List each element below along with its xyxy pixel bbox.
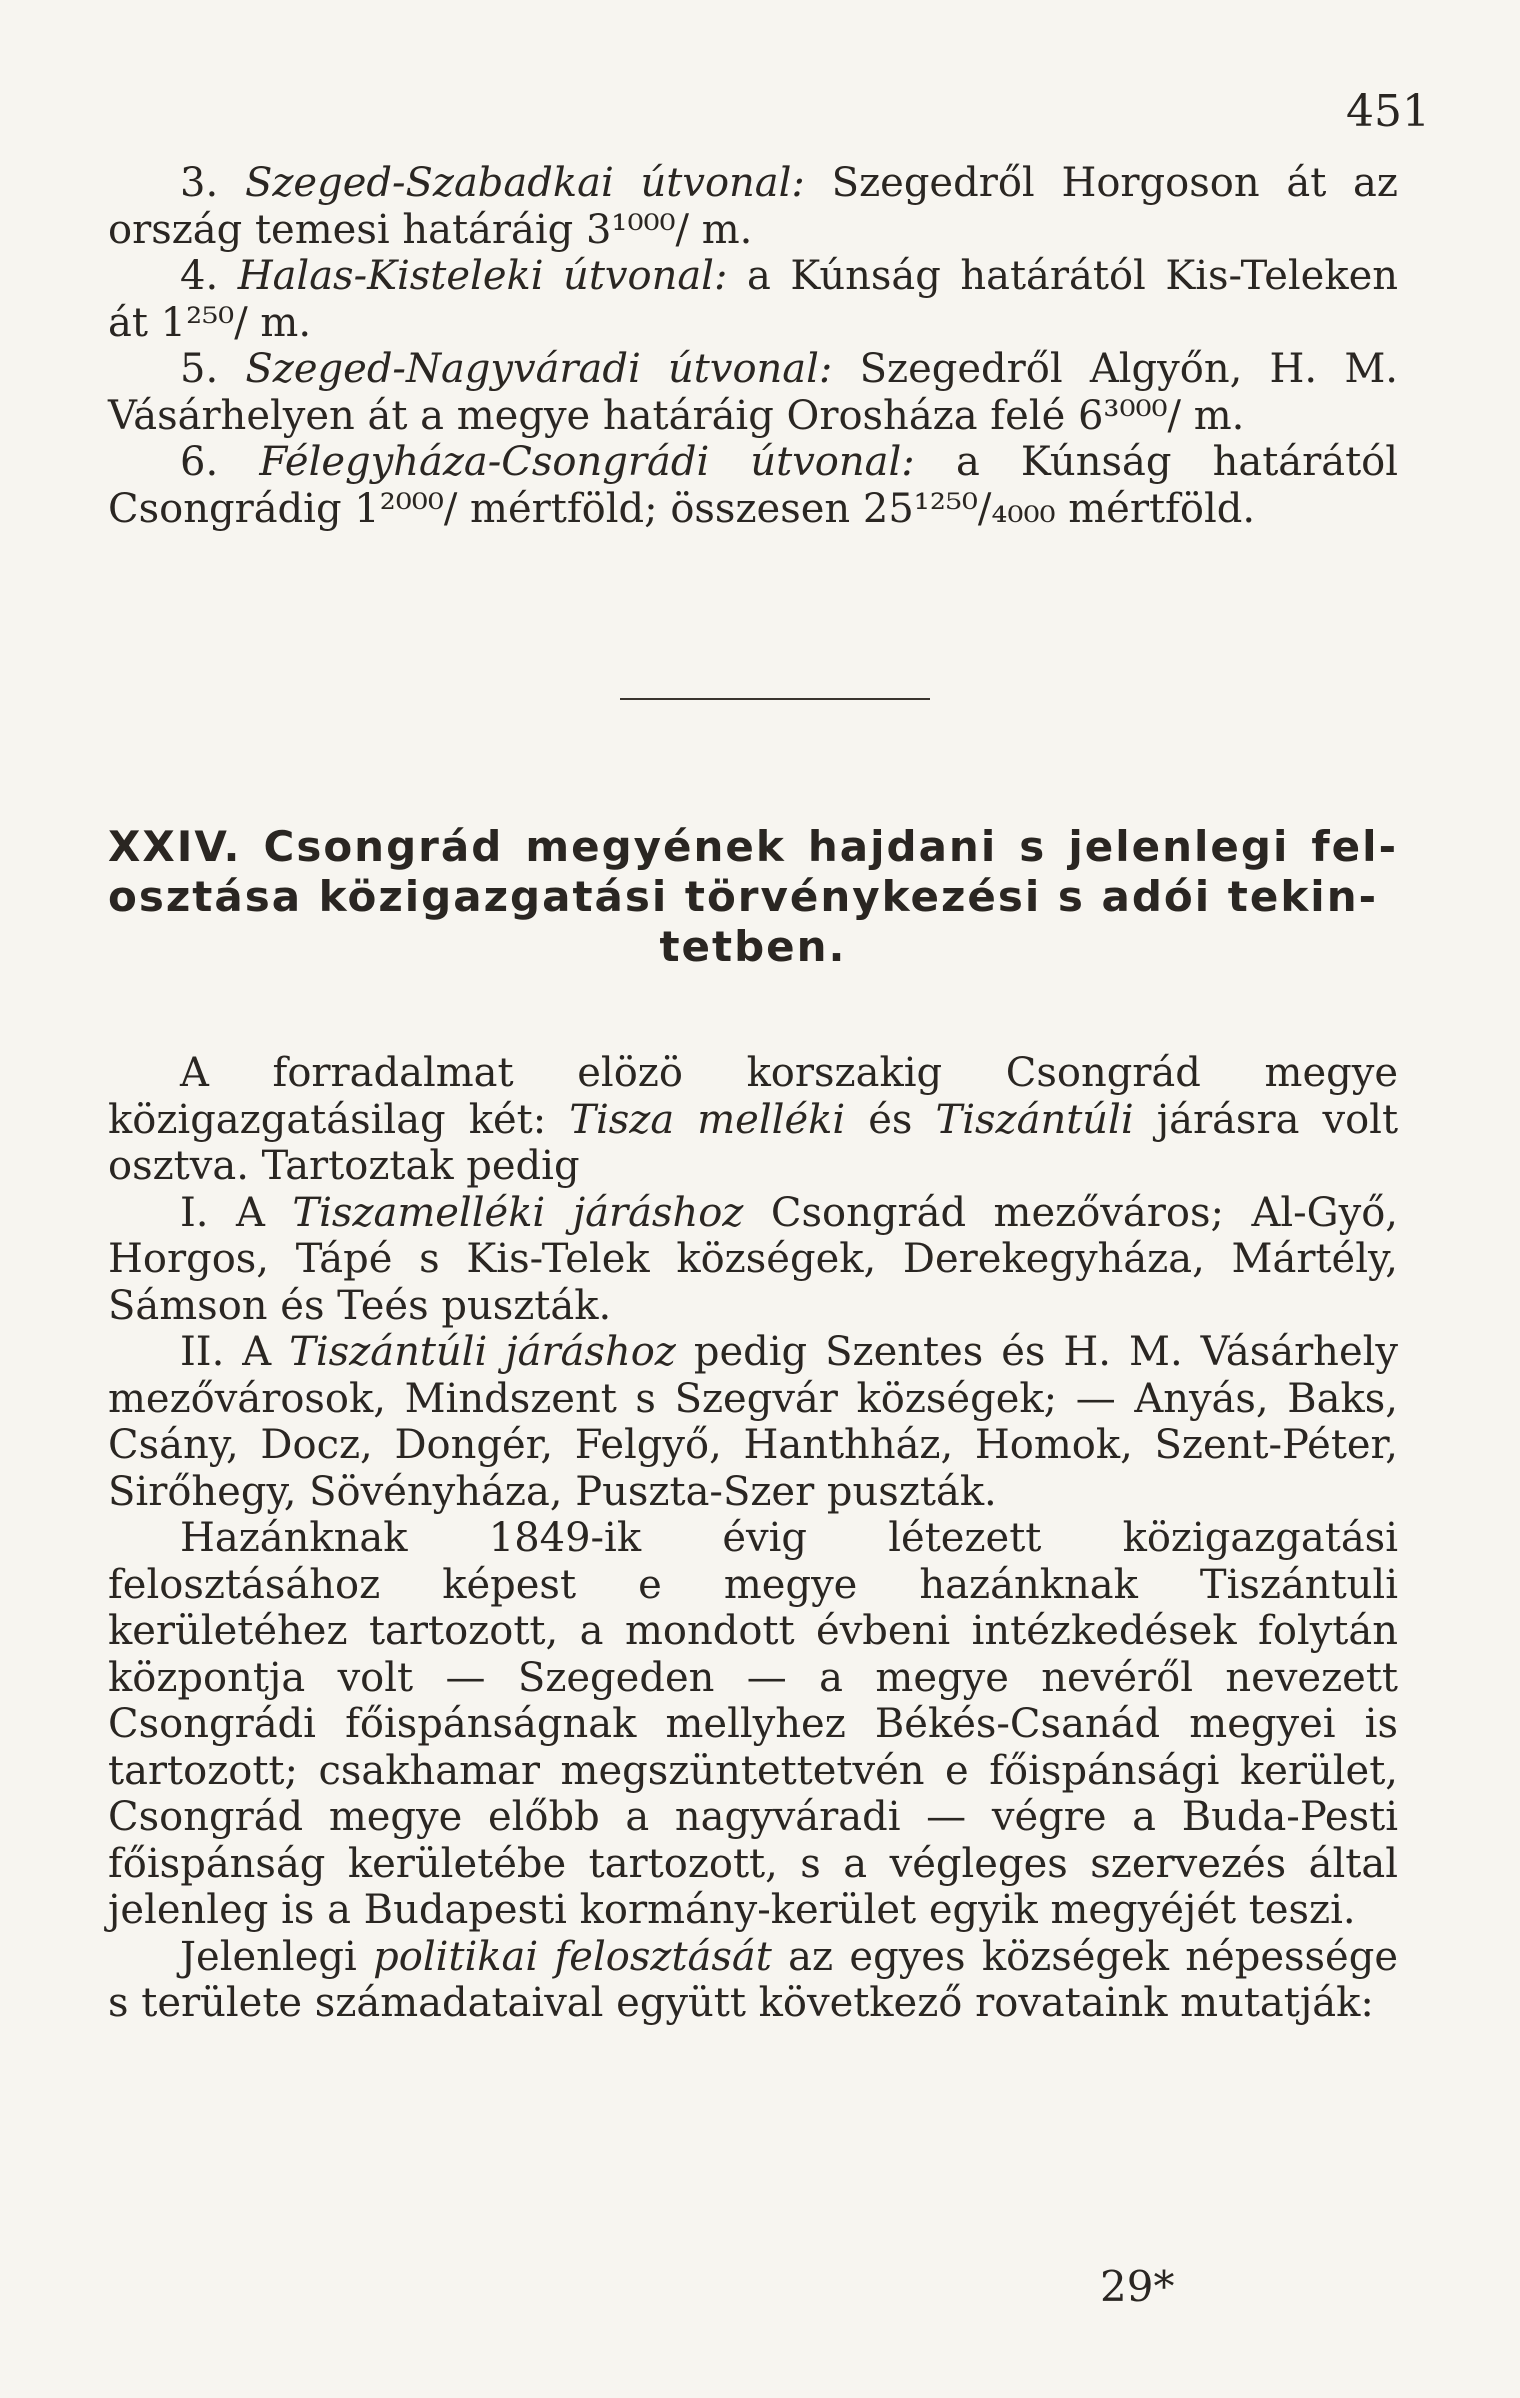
section-divider — [620, 698, 930, 700]
text-run: pedig Szentes és H. M. Vásárhely mezővárosok, Mindszent s Szegvár községek; — Anyás, Baks, Csány, Docz, Dongér, Felgyő, Hanthház, Homok, Szent-Péter, Sirőhegy, Sövényháza, Puszta-Szer puszták. — [108, 1329, 1399, 1515]
route-text: Szegedről Horgoson át az ország temesi határáig 3¹⁰⁰⁰/ m. — [108, 160, 1398, 253]
paragraph-3 — [108, 1329, 1398, 1515]
route-number: 6. — [180, 439, 219, 485]
italic-run: Tiszamelléki járáshoz — [292, 1189, 744, 1236]
italic-run: Tiszántúli — [935, 1096, 1134, 1143]
section-heading-last-line: tetben. — [659, 922, 847, 971]
paragraph-4: Hazánknak 1849-ik évig létezett közigazgatási felosztásához képest e megye hazánknak Tiszántuli kerületéhez tartozott, a mondott évbeni intézkedések folytán központja volt — Szegeden — a megye nevéről nevezett Csongrádi főispánságnak mellyhez Békés-Csanád megyei is tartozott; csakhamar megszüntettetvén e főispánsági kerület, Csongrád megye előbb a nagyváradi — végre a Buda-Pesti főispánság kerületébe tartozott, s a végleges szervezés által jelenleg is a Budapesti kormány-kerület egyik megyéjét teszi. — [108, 1515, 1398, 1933]
signature-mark: 29* — [1100, 2262, 1175, 2311]
text-run: I. A — [180, 1189, 265, 1236]
route-3 — [108, 160, 1398, 253]
italic-run: Tisza melléki — [569, 1096, 846, 1143]
route-4 — [108, 253, 1398, 346]
route-5 — [108, 346, 1398, 439]
route-6 — [108, 439, 1398, 532]
section-heading — [108, 822, 1398, 972]
section-heading-text: XXIV. Csongrád megyének hajdani s jelenlegi fel-osztása közigazgatási törvénykezési s adói tekin- — [108, 822, 1398, 921]
text-run: Csongrád mezőváros; Al-Győ, Horgos, Tápé s Kis-Telek községek, Derekegyháza, Mártély, Sámson és Teés puszták. — [108, 1189, 1398, 1329]
text-run: II. A — [180, 1329, 272, 1375]
italic-run: Tiszántúli járáshoz — [289, 1329, 676, 1375]
text-run: Jelenlegi — [180, 1933, 357, 1980]
route-number: 5. — [180, 346, 219, 392]
route-text: a Kúnság határától Csongrádig 1²⁰⁰⁰/ mértföld; összesen 25¹²⁵⁰/₄₀₀₀ mértföld. — [108, 439, 1399, 532]
route-text: Szegedről Algyőn, H. M. Vásárhelyen át a megye határáig Orosháza felé 6³⁰⁰⁰/ m. — [108, 346, 1398, 439]
body-text — [108, 1050, 1398, 2027]
italic-run: politikai felosztását — [373, 1933, 772, 1980]
text-run: az egyes községek népessége s területe számadataival együtt következő rovataink mutatják: — [108, 1933, 1399, 2026]
route-name: Szeged-Nagyváradi útvonal: — [245, 346, 833, 392]
route-number: 3. — [180, 160, 219, 206]
routes-section — [108, 160, 1398, 532]
route-name: Halas-Kisteleki útvonal: — [237, 253, 728, 299]
text-run: és — [868, 1096, 913, 1143]
paragraph-5 — [108, 1934, 1398, 2027]
route-name: Félegyháza-Csongrádi útvonal: — [259, 439, 915, 485]
route-text: a Kúnság határától Kis-Teleken át 1²⁵⁰/ m. — [108, 253, 1399, 346]
page-number: 451 — [1346, 86, 1430, 137]
route-number: 4. — [180, 253, 219, 299]
route-name: Szeged-Szabadkai útvonal: — [244, 160, 805, 206]
paragraph-2 — [108, 1190, 1398, 1330]
text-run: járásra volt osztva. Tartoztak pedig — [108, 1096, 1399, 1189]
text-run: A forradalmat elözö korszakig Csongrád megye közigazgatásilag két: — [108, 1050, 1398, 1143]
paragraph-1 — [108, 1050, 1398, 1190]
